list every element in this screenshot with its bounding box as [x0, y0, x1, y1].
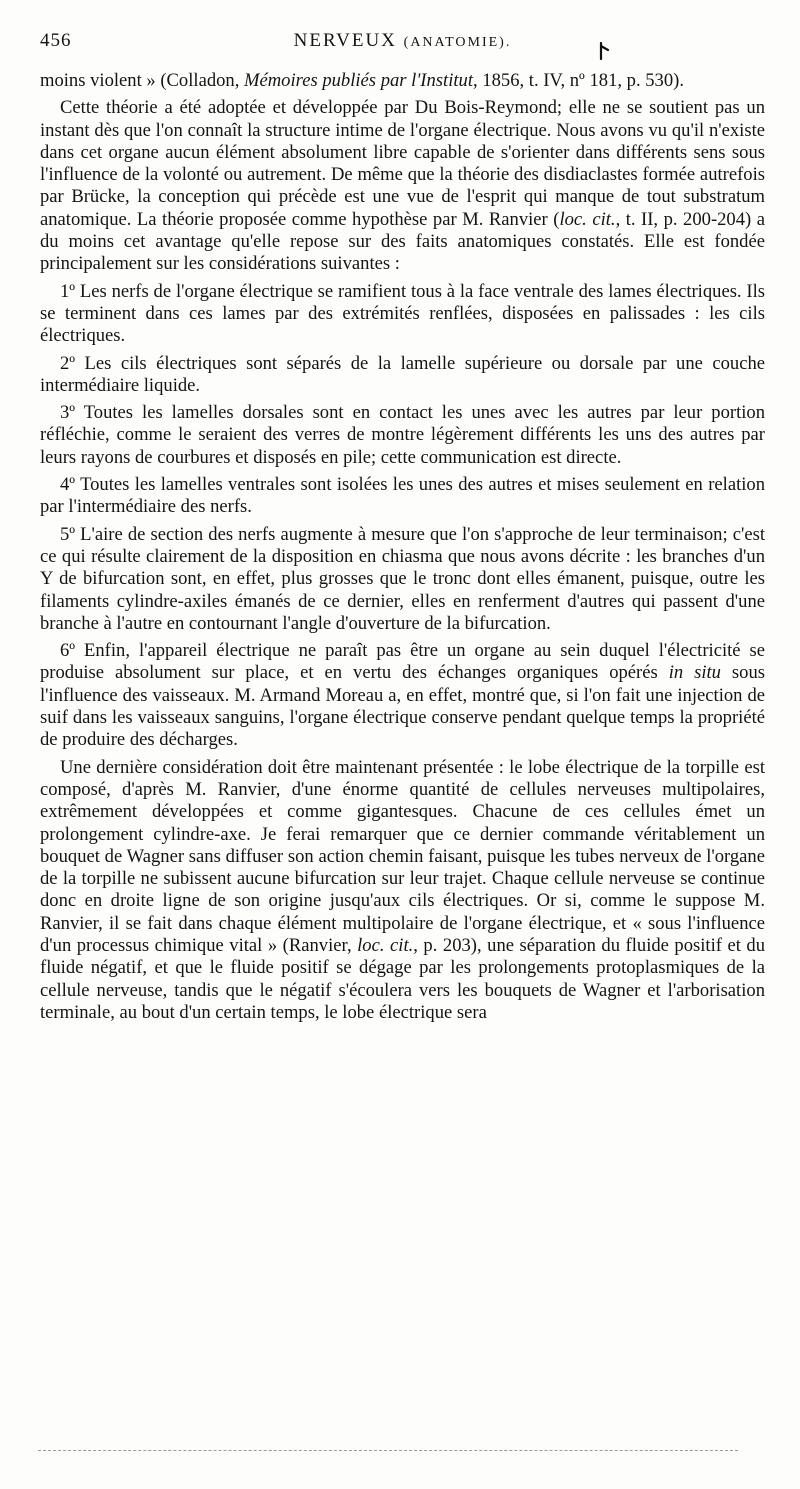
text-run: 5º L'aire de section des nerfs augmente à mesure que l'on s'approche de leur terminaison; c'est ce qui résulte clairement de la disposition en chiasma que nous avons décrite : les branches d'un Y de bifurcation sont, en effet, plus grosses que le tronc dont elles émanent, puisque, outre les filaments cylindre-axiles émanés de ce dernier, elles en renferment d'autres qui passent d'une branche à l'autre en contournant l'angle d'ouverture de la bifurcation.: [40, 523, 765, 634]
paragraph: [40, 757, 765, 1025]
text-run: Une dernière considération doit être maintenant présentée : le lobe électrique de la torpille est composé, d'après M. Ranvier, d'une énorme quantité de cellules nerveuses multipolaires, extrêmement développées et comme gigantesques. Chacune de ces cellules émet un prolongement cylindre-axe. Je ferai remarquer que ce dernier commande véritablement un bouquet de Wagner sans diffuser son action chemin faisant, puisque les tubes nerveux de l'organe de la torpille ne subissent aucune bifurcation sur leur trajet. Chaque cellule nerveuse se continue donc en droite ligne de son origine jusqu'aux cils électriques. Or si, comme le suppose M. Ranvier, il se fait dans chaque élément multipolaire de l'organe électrique, et « sous l'influence d'un processus chimique vital » (Ranvier,: [40, 756, 765, 956]
running-head: [40, 30, 765, 52]
page-number: 456: [40, 30, 72, 51]
text-run: 4º Toutes les lamelles ventrales sont isolées les unes des autres et mises seulement en relation par l'intermédiaire des nerfs.: [40, 474, 765, 518]
running-head-title: NERVEUX: [293, 30, 397, 51]
text-run: , p. 203), une séparation du fluide positif et du fluide négatif, et que le fluide positif se dégage par les prolongements protoplasmiques de la cellule nerveuse, tandis que le négatif s'écoulera vers les bouquets de Wagner et l'arborisation terminale, au bout d'un certain temps, le lobe électrique sera: [40, 934, 765, 1023]
running-head-subtitle: (ANATOMIE).: [403, 35, 512, 50]
paragraph: [40, 402, 765, 469]
paragraph: [40, 474, 765, 519]
italic-text: Mémoires publiés par l'Institut: [244, 70, 473, 91]
italic-text: loc. cit.: [559, 208, 616, 230]
text-run: 2º Les cils électriques sont séparés de la lamelle supérieure ou dorsale par une couche intermédiaire liquide.: [40, 352, 765, 396]
text-run: 6º Enfin, l'appareil électrique ne paraît pas être un organe au sein duquel l'électricité se produise absolument sur place, et en vertu des échanges organiques opérés: [40, 640, 765, 684]
text-run: , 1856, t. IV, nº 181, p. 530).: [473, 70, 684, 91]
text-run: 1º Les nerfs de l'organe électrique se ramifient tous à la face ventrale des lames électriques. Ils se terminent dans ces lames par des extrémités renflées, disposées en palissades : les cils électriques.: [40, 280, 765, 347]
paragraph: [40, 281, 765, 348]
paragraph: [40, 524, 765, 635]
paragraph: [40, 70, 765, 92]
text-run: Cette théorie a été adoptée et développée par Du Bois-Reymond; elle ne se soutient pas un instant dès que l'on connaît la structure intime de l'organe électrique. Nous avons vu qu'il n'existe dans cet organe aucun élément absolument libre capable de s'orienter dans différents sens sous l'influence de la volonté ou autrement. De même que la théorie des disdiaclastes formée autrefois par Brücke, la conception qui précède est une vue de l'esprit qui manque de tout substratum anatomique. La théorie proposée comme hypothèse par M. Ranvier (: [40, 97, 765, 230]
paragraph: [40, 353, 765, 398]
paragraph: [40, 640, 765, 751]
ink-mark-icon: [598, 42, 610, 60]
page-header: [40, 30, 765, 58]
text-run: , t. II, p. 200-204) a du moins cet avantage qu'elle repose sur des faits anatomiques constatés. Elle est fondée principalement sur les considérations suivantes :: [40, 208, 765, 275]
body-text: [40, 70, 765, 1029]
italic-text: loc. cit.: [357, 934, 414, 956]
text-run: sous l'influence des vaisseaux. M. Armand Moreau a, en effet, montré que, si l'on fait une injection de suif dans les vaisseaux sanguins, l'organe électrique conserve pendant quelque temps la propriété de produire des décharges.: [40, 662, 765, 751]
footer-rule: [38, 1450, 738, 1451]
paragraph: [40, 97, 765, 275]
text-run: 3º Toutes les lamelles dorsales sont en contact les unes avec les autres par leur portion réfléchie, comme le seraient des verres de montre légèrement différents les uns des autres par leurs rayons de courbures et disposés en pile; cette communication est directe.: [40, 402, 765, 468]
text-run: moins violent » (Colladon,: [40, 70, 245, 91]
italic-text: in situ: [668, 662, 721, 684]
